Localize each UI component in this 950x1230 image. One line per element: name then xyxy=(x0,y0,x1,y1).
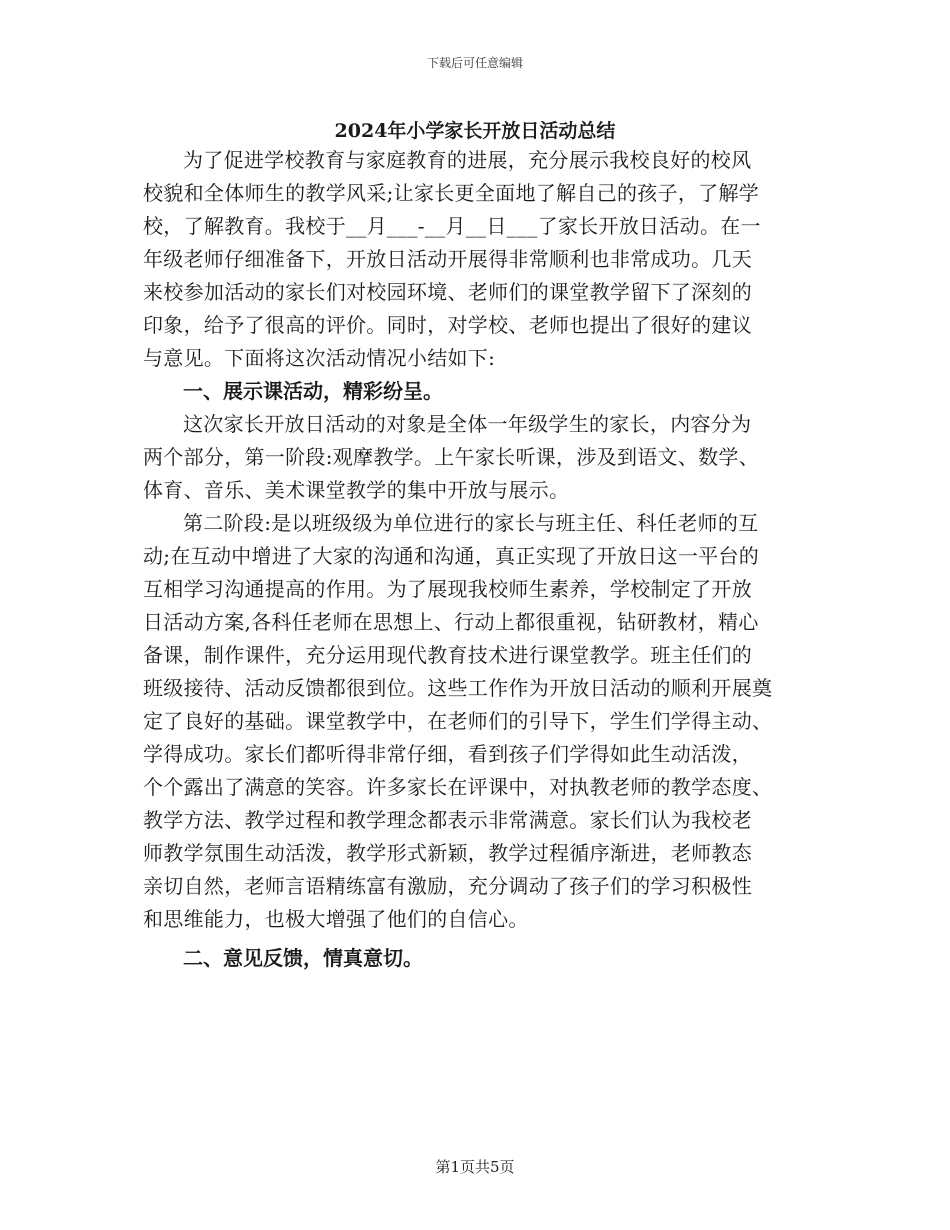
text-line: 来校参加活动的家长们对校园环境、老师们的课堂教学留下了深刻的 xyxy=(143,280,752,304)
text-line: 与意见。下面将这次活动情况小结如下: xyxy=(143,346,496,370)
text-line: 班级接待、活动反馈都很到位。这些工作作为开放日活动的顺利开展奠 xyxy=(143,676,773,700)
section-heading-2: 二、意见反馈，情真意切。 xyxy=(183,946,423,970)
text-line: 年级老师仔细准备下，开放日活动开展得非常顺利也非常成功。几天 xyxy=(143,247,752,271)
text-line: 备课，制作课件，充分运用现代教育技术进行课堂教学。班主任们的 xyxy=(143,643,752,667)
text-line: 师教学氛围生动活泼，教学形式新颖，教学过程循序渐进，老师教态 xyxy=(143,841,752,865)
section-heading-1: 一、展示课活动，精彩纷呈。 xyxy=(183,379,443,403)
document-body xyxy=(143,144,795,975)
text-line: 印象，给予了很高的评价。同时，对学校、老师也提出了很好的建议 xyxy=(143,313,752,337)
document-title: 2024年小学家长开放日活动总结 xyxy=(334,120,616,142)
text-line: 互相学习沟通提高的作用。为了展现我校师生素养，学校制定了开放 xyxy=(143,577,752,601)
text-line: 两个部分，第一阶段:观摩教学。上午家长听课，涉及到语文、数学、 xyxy=(143,445,760,469)
text-line: 为了促进学校教育与家庭教育的进展，充分展示我校良好的校风 xyxy=(183,148,752,172)
text-line: 日活动方案,各科任老师在思想上、行动上都很重视，钻研教材，精心 xyxy=(143,610,759,634)
section1-paragraph-2 xyxy=(143,507,795,936)
text-line: 个个露出了满意的笑容。许多家长在评课中，对执教老师的教学态度、 xyxy=(143,775,773,799)
section1-paragraph-1 xyxy=(143,408,795,507)
text-line: 校，了解教育。我校于__月___-__月__日___了家长开放日活动。在一 xyxy=(143,214,761,238)
text-line: 定了良好的基础。课堂教学中，在老师们的引导下，学生们学得主动、 xyxy=(143,709,773,733)
text-line: 和思维能力，也极大增强了他们的自信心。 xyxy=(143,907,529,931)
text-line: 第二阶段:是以班级级为单位进行的家长与班主任、科任老师的互 xyxy=(183,511,759,535)
page-number: 第1页共5页 xyxy=(435,1158,515,1176)
download-note: 下载后可任意编辑 xyxy=(426,56,523,70)
text-line: 这次家长开放日活动的对象是全体一年级学生的家长，内容分为 xyxy=(183,412,752,436)
text-line: 动;在互动中增进了大家的沟通和沟通，真正实现了开放日这一平台的 xyxy=(143,544,760,568)
text-line: 教学方法、教学过程和教学理念都表示非常满意。家长们认为我校老 xyxy=(143,808,752,832)
text-line: 亲切自然，老师言语精练富有激励，充分调动了孩子们的学习积极性 xyxy=(143,874,752,898)
text-line: 学得成功。家长们都听得非常仔细，看到孩子们学得如此生动活泼， xyxy=(143,742,752,766)
text-line: 校貌和全体师生的教学风采;让家长更全面地了解自己的孩子，了解学 xyxy=(143,181,760,205)
intro-paragraph xyxy=(143,144,795,375)
text-line: 体育、音乐、美术课堂教学的集中开放与展示。 xyxy=(143,478,570,502)
